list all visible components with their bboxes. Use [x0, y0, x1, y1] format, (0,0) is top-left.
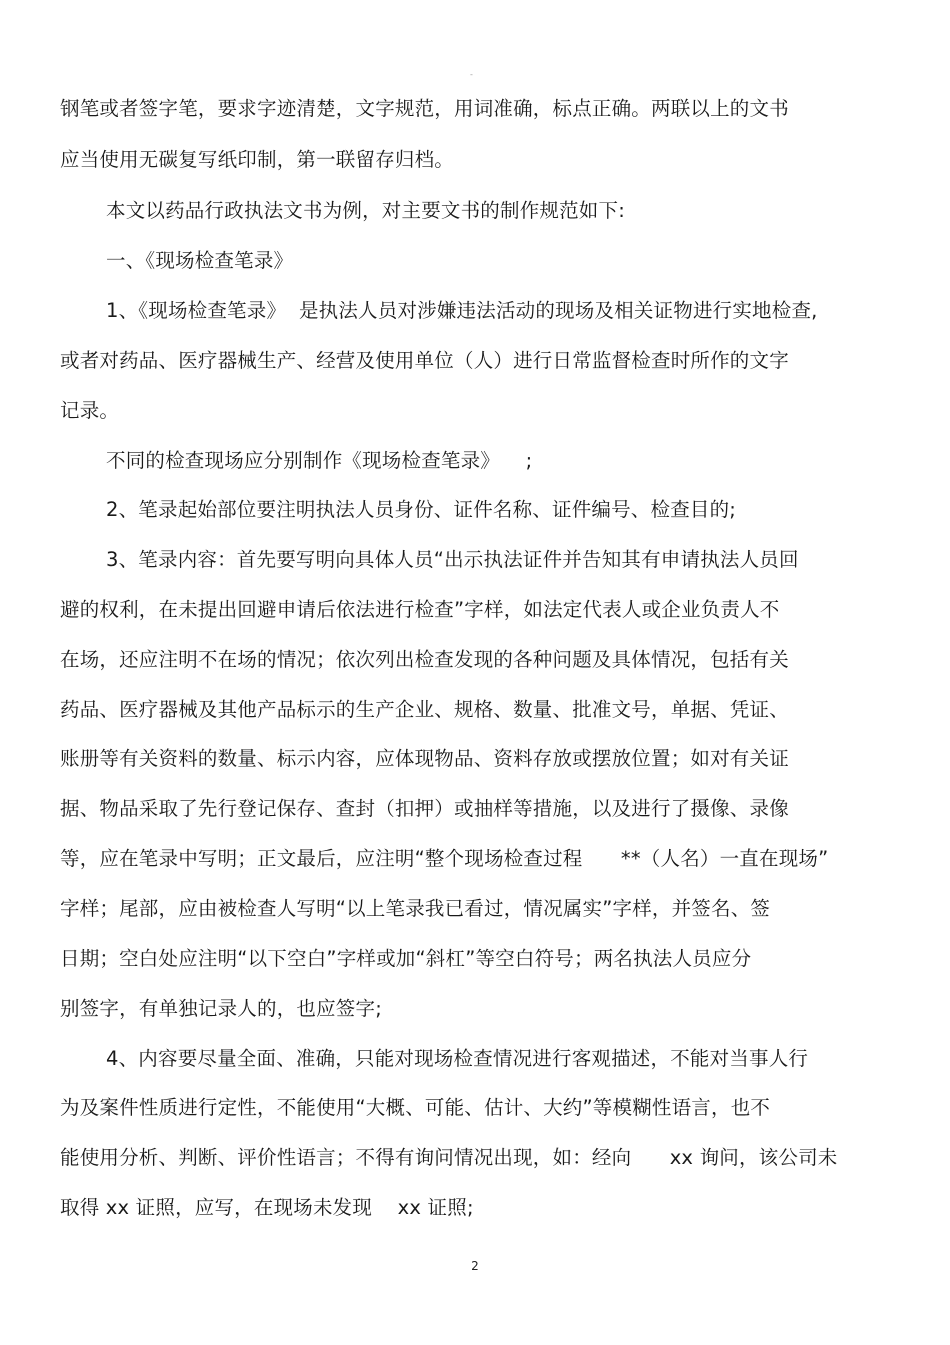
body-line: 等，应在笔录中写明；正文最后，应注明“整个现场检查过程 **（人名）一直在现场” — [60, 847, 829, 870]
body-line: 避的权利，在未提出回避申请后依法进行检查”字样，如法定代表人或企业负责人不 — [60, 598, 780, 621]
body-line: 能使用分析、判断、评价性语言；不得有询问情况出现，如：经向 xx 询问，该公司未 — [60, 1146, 838, 1169]
body-line: 日期；空白处应注明“以下空白”字样或加“斜杠”等空白符号；两名执法人员应分 — [60, 947, 752, 970]
body-line: 本文以药品行政执法文书为例，对主要文书的制作规范如下: — [106, 199, 625, 222]
body-line: 记录。 — [60, 399, 120, 422]
body-line: 别签字，有单独记录人的，也应签字; — [60, 997, 382, 1020]
body-line: 账册等有关资料的数量、标示内容，应体现物品、资料存放或摆放位置；如对有关证 — [60, 747, 789, 770]
body-line: 2、笔录起始部位要注明执法人员身份、证件名称、证件编号、检查目的; — [106, 498, 737, 521]
body-line: 应当使用无碳复写纸印制，第一联留存归档。 — [60, 148, 455, 171]
body-line: 据、物品采取了先行登记保存、查封（扣押）或抽样等措施，以及进行了摄像、录像 — [60, 797, 789, 820]
body-line: 字样；尾部，应由被检查人写明“以上笔录我已看过，情况属实”字样，并签名、签 — [60, 897, 771, 920]
header-mark: - — [470, 70, 473, 79]
body-line: 或者对药品、医疗器械生产、经营及使用单位（人）进行日常监督检查时所作的文字 — [60, 349, 789, 372]
body-line: 取得 xx 证照，应写，在现场未发现 xx 证照; — [60, 1196, 474, 1219]
section-heading: 一、《现场检查笔录》 — [106, 249, 294, 272]
body-line: 药品、医疗器械及其他产品标示的生产企业、规格、数量、批准文号，单据、凭证、 — [60, 698, 789, 721]
body-line: 为及案件性质进行定性，不能使用“大概、可能、估计、大约”等模糊性语言，也不 — [60, 1096, 771, 1119]
page-number: 2 — [471, 1259, 479, 1273]
body-line: 在场，还应注明不在场的情况；依次列出检查发现的各种问题及具体情况，包括有关 — [60, 648, 789, 671]
body-line: 钢笔或者签字笔，要求字迹清楚，文字规范，用词准确，标点正确。两联以上的文书 — [60, 97, 789, 120]
body-line: 1、《现场检查笔录》 是执法人员对涉嫌违法活动的现场及相关证物进行实地检查, — [106, 299, 818, 322]
body-line: 4、内容要尽量全面、准确，只能对现场检查情况进行客观描述，不能对当事人行 — [106, 1047, 809, 1070]
body-line: 不同的检查现场应分别制作《现场检查笔录》 ; — [106, 449, 533, 472]
body-line: 3、笔录内容：首先要写明向具体人员“出示执法证件并告知其有申请执法人员回 — [106, 548, 799, 571]
